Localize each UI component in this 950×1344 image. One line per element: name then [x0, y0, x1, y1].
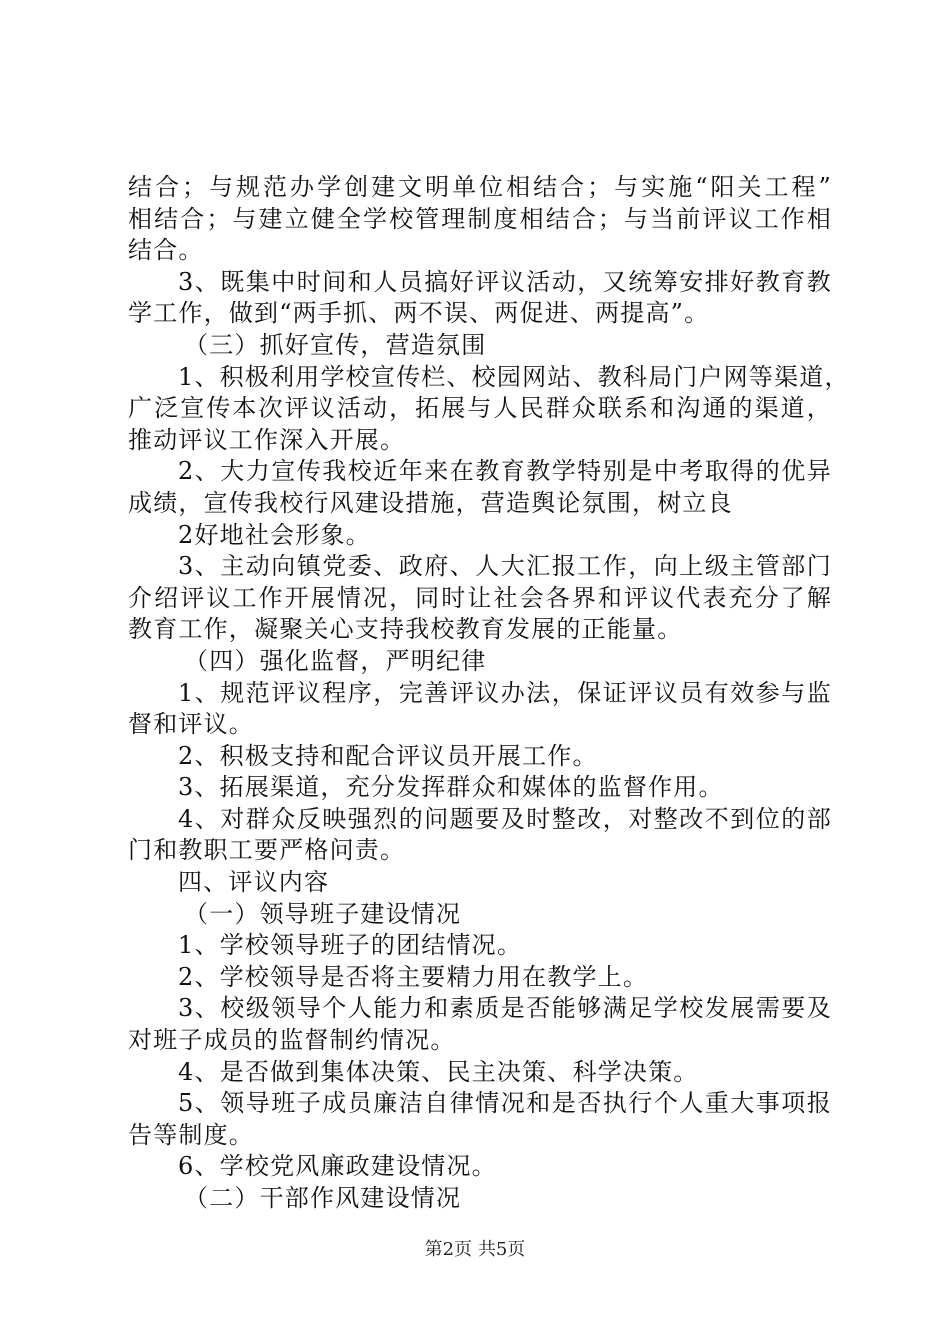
text-line: （一）领导班子建设情况: [184, 899, 462, 928]
text-line: 2、大力宣传我校近年来在教育教学特别是中考取得的优异: [178, 457, 832, 486]
text-line: 3、拓展渠道，充分发挥群众和媒体的监督作用。: [178, 773, 724, 802]
text-line: 对班子成员的监督制约情况。: [128, 1026, 456, 1055]
text-line: 四、评议内容: [178, 868, 330, 897]
text-line: 学工作，做到“两手抓、两不误、两促进、两提高”。: [128, 299, 710, 328]
text-line: 结合；与规范办学创建文明单位相结合；与实施“阳关工程”: [128, 173, 832, 201]
text-line: 门和教职工要严格问责。: [128, 836, 406, 865]
document-body: [128, 172, 850, 1215]
text-line: （二）干部作风建设情况: [184, 1184, 462, 1212]
text-line: 广泛宣传本次评议活动，拓展与人民群众联系和沟通的渠道，: [128, 394, 832, 423]
text-line: 4、对群众反映强烈的问题要及时整改，对整改不到位的部: [178, 804, 832, 833]
text-line: 介绍评议工作开展情况，同时让社会各界和评议代表充分了解: [128, 583, 832, 612]
text-line: （四）强化监督，严明纪律: [184, 646, 487, 675]
text-line: （三）抓好宣传，营造氛围: [184, 330, 487, 359]
text-line: 1、规范评议程序，完善评议办法，保证评议员有效参与监: [178, 678, 832, 707]
text-line: 2好地社会形象。: [178, 520, 371, 549]
text-line: 相结合；与建立健全学校管理制度相结合；与当前评议工作相: [128, 204, 832, 233]
text-line: 3、主动向镇党委、政府、人大汇报工作，向上级主管部门: [178, 552, 832, 581]
text-line: 5、领导班子成员廉洁自律情况和是否执行个人重大事项报: [178, 1089, 832, 1118]
text-line: 4、是否做到集体决策、民主决策、科学决策。: [178, 1057, 699, 1086]
text-line: 2、学校领导是否将主要精力用在教学上。: [178, 962, 649, 991]
text-line: 督和评议。: [128, 710, 254, 739]
text-line: 结合。: [128, 236, 204, 265]
text-line: 1、积极利用学校宣传栏、校园网站、教科局门户网等渠道，: [178, 362, 850, 391]
text-line: 1、学校领导班子的团结情况。: [178, 931, 523, 960]
text-line: 6、学校党风廉政建设情况。: [178, 1152, 497, 1181]
text-line: 推动评议工作深入开展。: [128, 425, 406, 454]
text-line: 成绩，宣传我校行风建设措施，营造舆论氛围，树立良: [128, 488, 733, 517]
page-footer: 第2页 共5页: [424, 1239, 526, 1260]
text-line: 告等制度。: [128, 1120, 254, 1149]
text-line: 2、积极支持和配合评议员开展工作。: [178, 741, 598, 770]
text-line: 3、既集中时间和人员搞好评议活动，又统筹安排好教育教: [178, 267, 832, 296]
text-line: 教育工作，凝聚关心支持我校教育发展的正能量。: [128, 615, 683, 644]
text-line: 3、校级领导个人能力和素质是否能够满足学校发展需要及: [178, 994, 832, 1023]
